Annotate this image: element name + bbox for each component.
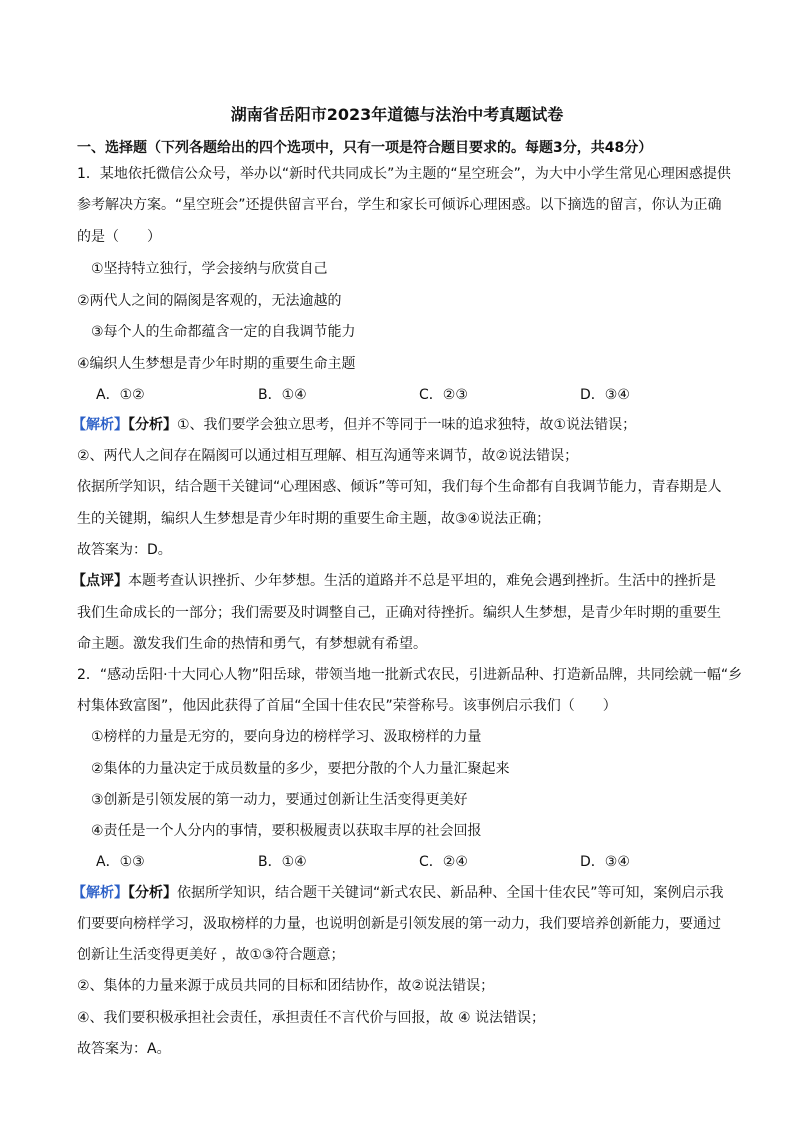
q1-option-c: C．②③ [419, 387, 468, 403]
q1-analysis-line: 依据所学知识，结合题干关键词“心理困惑、倾诉”等可知，我们每个生命都有自我调节能力，青春期是人 [77, 479, 722, 495]
analysis-tag: 【解析】 [72, 417, 128, 433]
q2-stem-line: 2．“感动岳阳·十大同心人物”阳岳球，带领当地一批新式农民，引进新品种、打造新品牌，共同绘就一幅“乡 [77, 667, 743, 683]
page-title: 湖南省岳阳市2023年道德与法治中考真题试卷 [230, 105, 564, 124]
q2-answer: 故答案为：A。 [77, 1041, 171, 1057]
q2-analysis-line: 们要要向榜样学习，汲取榜样的力量，也说明创新是引领发展的第一动力，我们要培养创新能力，要通过 [77, 916, 721, 932]
q1-statement: ③每个人的生命都蕴含一定的自我调节能力 [91, 324, 356, 340]
q2-analysis-line: ④、我们要积极承担社会责任，承担责任不言代价与回报，故 ④ 说法错误； [77, 1010, 546, 1026]
analysis-sub-tag: 【分析】 [128, 417, 177, 433]
q1-stem-line: 参考解决方案。“星空班会”还提供留言平台，学生和家长可倾诉心理困惑。以下摘选的留言，你认为正确 [77, 197, 722, 213]
q1-stem-line: 1．某地依托微信公众号，举办以“新时代共同成长”为主题的“星空班会”，为大中小学生常见心理困惑提供 [77, 166, 731, 182]
analysis-text: 依据所学知识，结合题干关键词“新式农民、新品种、全国十佳农民”等可知，案例启示我 [177, 885, 724, 901]
q1-answer: 故答案为：D。 [77, 542, 172, 558]
q1-option-b: B．①④ [258, 387, 307, 403]
comment-tag: 【点评】 [72, 573, 128, 589]
q1-analysis-line: ②、两代人之间存在隔阂可以通过相互理解、相互沟通等来调节，故②说法错误； [77, 448, 579, 464]
q1-comment-line: 命主题。激发我们生命的热情和勇气，有梦想就有希望。 [77, 636, 427, 652]
q1-comment [72, 571, 716, 591]
q2-analysis-line: 创新让生活变得更美好 ，故①③符合题意； [77, 947, 345, 963]
q1-statement: ④编织人生梦想是青少年时期的重要生命主题 [77, 356, 356, 372]
q1-option-a: A．①② [96, 387, 145, 403]
q1-statement: ①坚持特立独行，学会接纳与欣赏自己 [91, 261, 328, 277]
q1-option-d: D．③④ [580, 387, 630, 403]
q2-statement: ④责任是一个人分内的事情，要积极履责以获取丰厚的社会回报 [91, 823, 482, 839]
q1-analysis [72, 415, 636, 435]
q2-option-a: A．①③ [96, 854, 145, 870]
q2-stem-line: 村集体致富图”，他因此获得了首届“全国十佳农民”荣誉称号。该事例启示我们（ ） [77, 698, 617, 714]
q1-stem-line: 的是（ ） [77, 229, 161, 245]
q2-analysis-line: ②、集体的力量来源于成员共同的目标和团结协作，故②说法错误； [77, 978, 495, 994]
q1-analysis-line: 生的关键期，编织人生梦想是青少年时期的重要生命主题，故③④说法正确； [77, 511, 551, 527]
analysis-text: ①、我们要学会独立思考，但并不等同于一味的追求独特，故①说法错误； [177, 417, 637, 433]
q2-option-d: D．③④ [580, 854, 630, 870]
section-heading: 一、选择题（下列各题给出的四个选项中，只有一项是符合题目要求的。每题3分，共48分） [77, 140, 653, 156]
q2-statement: ①榜样的力量是无穷的，要向身边的榜样学习、汲取榜样的力量 [91, 729, 482, 745]
q2-analysis [72, 883, 724, 903]
comment-text: 本题考查认识挫折、少年梦想。生活的道路并不总是平坦的，难免会遇到挫折。生活中的挫折是 [128, 573, 716, 589]
analysis-tag: 【解析】 [72, 885, 128, 901]
analysis-sub-tag: 【分析】 [128, 885, 177, 901]
q2-option-c: C．②④ [419, 854, 468, 870]
q1-comment-line: 我们生命成长的一部分；我们需要及时调整自己，正确对待挫折。编织人生梦想，是青少年时期的重要生 [77, 605, 721, 621]
q1-statement: ②两代人之间的隔阂是客观的，无法逾越的 [77, 293, 342, 309]
q2-statement: ③创新是引领发展的第一动力，要通过创新让生活变得更美好 [91, 792, 468, 808]
q2-option-b: B．①④ [258, 854, 307, 870]
q2-statement: ②集体的力量决定于成员数量的多少，要把分散的个人力量汇聚起来 [91, 761, 510, 777]
